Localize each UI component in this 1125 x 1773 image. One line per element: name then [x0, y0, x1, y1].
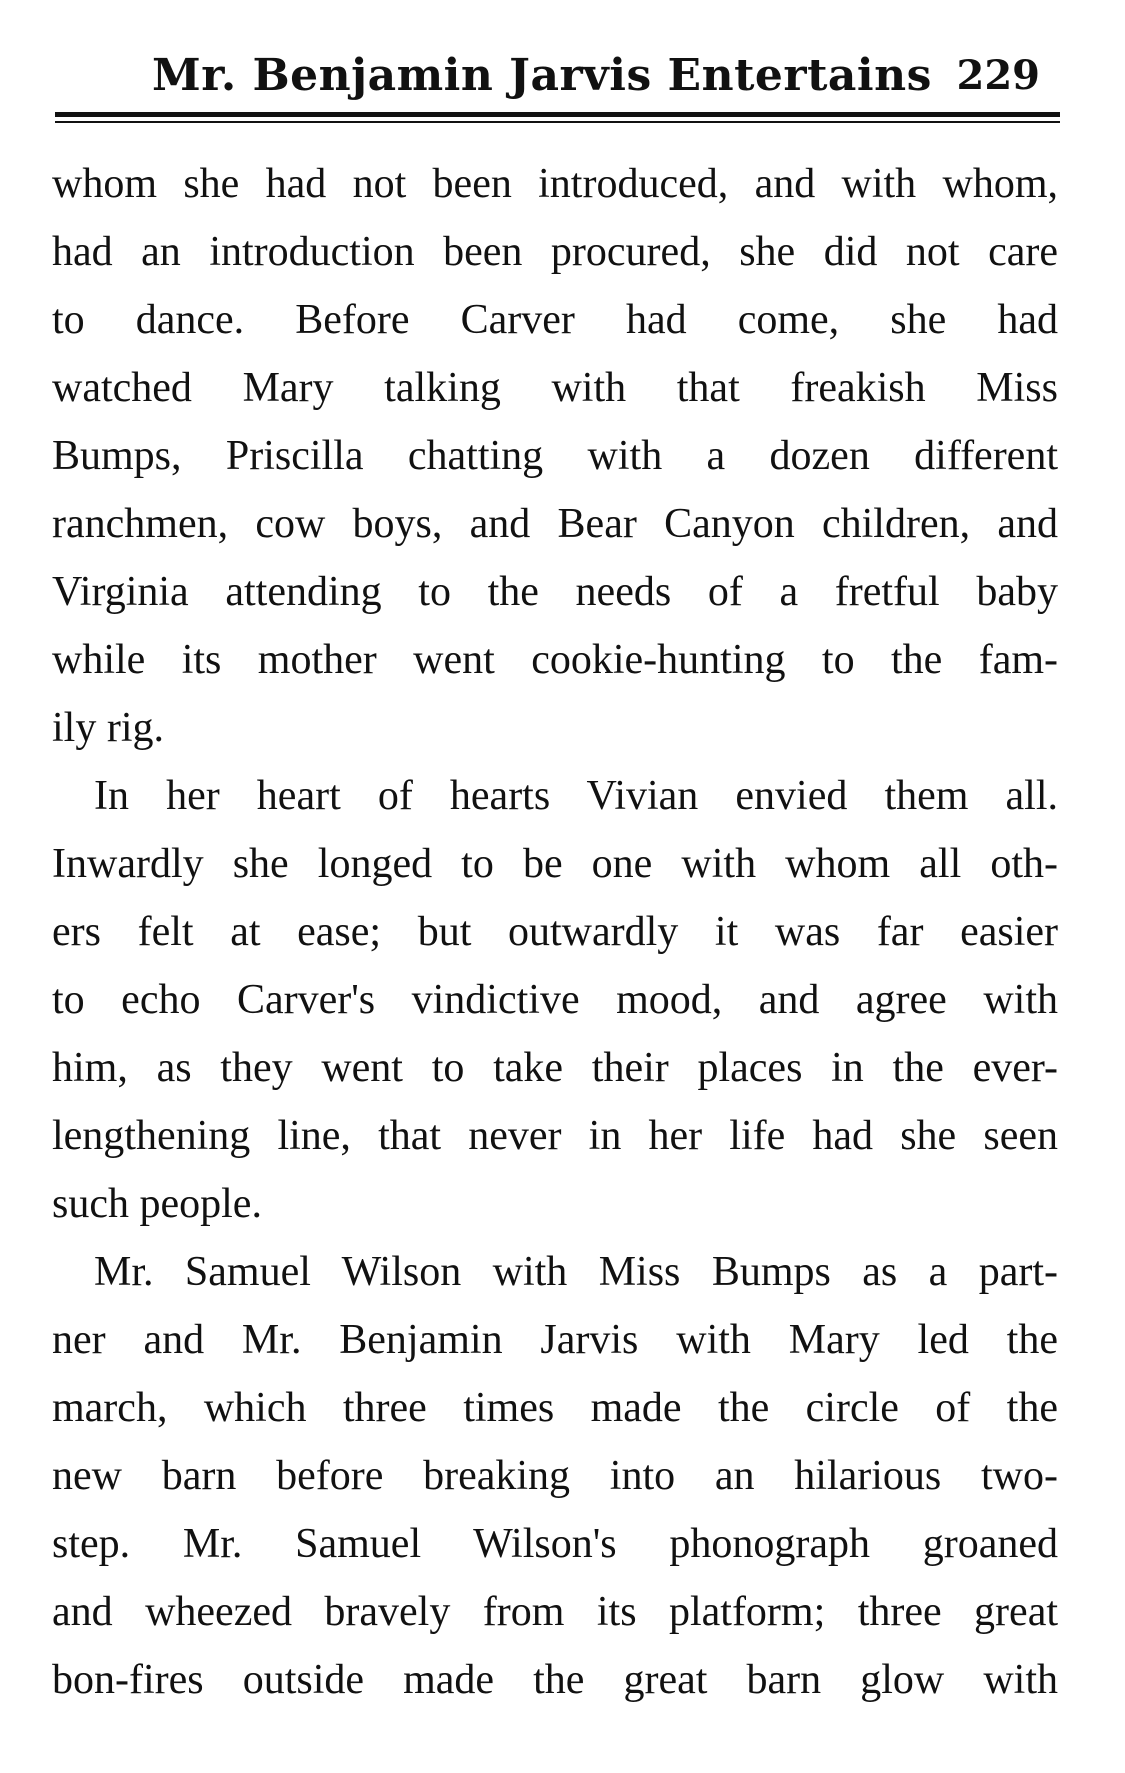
- text-line: had an introduction been procured, she did not care: [52, 229, 1058, 275]
- text-line: to dance. Before Carver had come, she had: [52, 297, 1058, 343]
- text-line: and wheezed bravely from its platform; three great: [52, 1589, 1058, 1635]
- text-line: Mr. Samuel Wilson with Miss Bumps as a part-: [94, 1249, 1058, 1295]
- running-title: Mr. Benjamin Jarvis Entertains: [152, 50, 932, 101]
- text-line: him, as they went to take their places in the ever-: [52, 1045, 1058, 1091]
- text-line: Inwardly she longed to be one with whom all oth-: [52, 841, 1058, 887]
- text-line: step. Mr. Samuel Wilson's phonograph groaned: [52, 1521, 1058, 1567]
- text-line: ers felt at ease; but outwardly it was far easier: [52, 909, 1058, 955]
- text-line: while its mother went cookie-hunting to the fam-: [52, 637, 1058, 683]
- running-head: [60, 38, 1060, 110]
- text-line: to echo Carver's vindictive mood, and agree with: [52, 977, 1058, 1023]
- page-number: 229: [956, 52, 1040, 99]
- text-line: Bumps, Priscilla chatting with a dozen different: [52, 433, 1058, 479]
- text-line: ily rig.: [52, 705, 164, 751]
- text-line: ranchmen, cow boys, and Bear Canyon children, and: [52, 501, 1058, 547]
- text-line: new barn before breaking into an hilarious two-: [52, 1453, 1058, 1499]
- text-line: whom she had not been introduced, and with whom,: [52, 161, 1058, 207]
- body-text: [52, 150, 1058, 1714]
- header-rule-thin: [55, 121, 1060, 123]
- text-line: lengthening line, that never in her life had she seen: [52, 1113, 1058, 1159]
- text-line: In her heart of hearts Vivian envied them all.: [94, 773, 1058, 819]
- text-line: Virginia attending to the needs of a fretful baby: [52, 569, 1058, 615]
- text-line: ner and Mr. Benjamin Jarvis with Mary led the: [52, 1317, 1058, 1363]
- text-line: watched Mary talking with that freakish Miss: [52, 365, 1058, 411]
- text-line: such people.: [52, 1181, 262, 1227]
- text-line: bon-fires outside made the great barn glow with: [52, 1657, 1058, 1703]
- text-line: march, which three times made the circle of the: [52, 1385, 1058, 1431]
- header-rule-thick: [55, 112, 1060, 117]
